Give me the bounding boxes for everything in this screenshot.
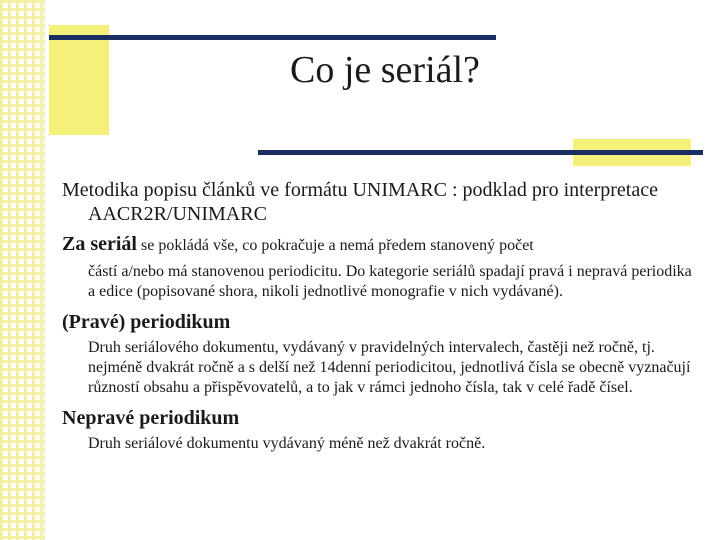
decorative-grid-strip bbox=[0, 0, 45, 540]
periodical-definition: Druh seriálového dokumentu, vydávaný v pravidelných intervalech, častěji než ročně, tj. nejméně dvakrát ročně a s delší než 14denní periodicitou, jednotlivá čísla se obecně vyznačují růzností obsahu a přispěvovatelů, a to jak v rámci jednoho čísla, tak v celé řadě čísel. bbox=[88, 339, 691, 396]
slide-title: Co je seriál? bbox=[290, 49, 480, 91]
serial-term: Za seriál bbox=[62, 233, 137, 255]
serial-definition-start: se pokládá vše, co pokračuje a nemá předem stanovený počet bbox=[137, 237, 534, 254]
decorative-yellow-block-top bbox=[49, 25, 109, 135]
serial-definition-continued: částí a/nebo má stanovenou periodicitu. Do kategorie seriálů spadají pravá i nepravá periodika a edice (popisované shora, nikoli jednotlivé monografie v nich vydávané). bbox=[88, 263, 692, 300]
bullet-methodology: Metodika popisu článků ve formátu UNIMARC : podklad pro interpretace AACR2R/UNIMARC bbox=[62, 179, 658, 225]
bullet-periodical-heading: (Pravé) periodikum bbox=[62, 311, 231, 333]
bullet-non-periodical-heading: Nepravé periodikum bbox=[62, 407, 240, 429]
decorative-bar-top bbox=[49, 35, 496, 40]
slide-content bbox=[62, 178, 692, 462]
decorative-bar-mid bbox=[258, 150, 703, 155]
bullet-serial-definition bbox=[62, 232, 692, 258]
non-periodical-definition: Druh seriálové dokumentu vydávaný méně než dvakrát ročně. bbox=[88, 435, 486, 452]
